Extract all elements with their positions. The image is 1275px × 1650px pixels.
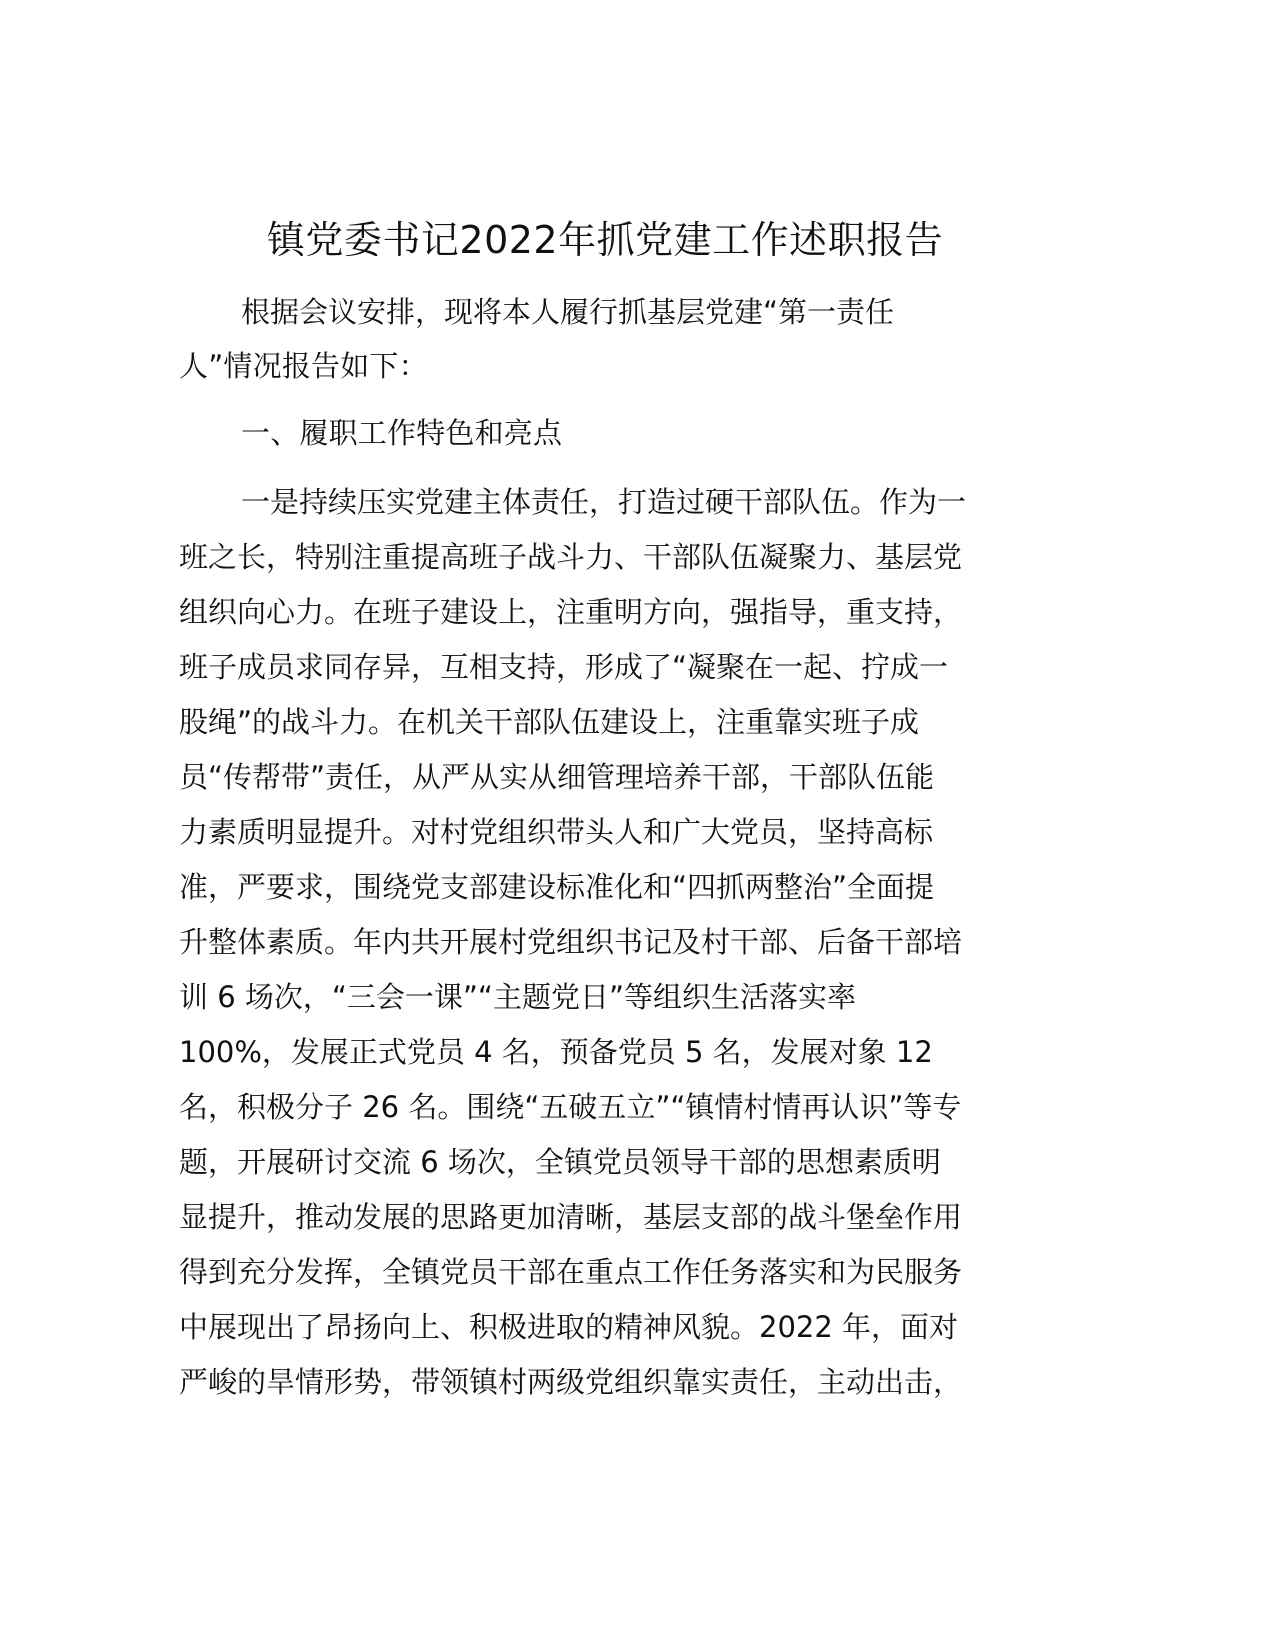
paragraph-line: 股绳”的战斗力。在机关干部队伍建设上，注重靠实班子成 [179,705,920,739]
paragraph-line: 一、履职工作特色和亮点 [241,416,563,450]
paragraph-line: 中展现出了昂扬向上、积极进取的精神风貌。2022 年，面对 [179,1310,959,1344]
paragraph-line: 力素质明显提升。对村党组织带头人和广大党员，坚持高标 [179,815,934,849]
paragraph-line: 显提升，推动发展的思路更加清晰，基层支部的战斗堡垒作用 [179,1200,963,1234]
paragraph-line: 班子成员求同存异，互相支持，形成了“凝聚在一起、拧成一 [179,650,949,684]
paragraph-line: 得到充分发挥，全镇党员干部在重点工作任务落实和为民服务 [179,1255,963,1289]
paragraph-line: 升整体素质。年内共开展村党组织书记及村干部、后备干部培 [179,925,963,959]
paragraph-line: 根据会议安排，现将本人履行抓基层党建“第一责任 [241,295,895,329]
paragraph-line: 严峻的旱情形势，带领镇村两级党组织靠实责任，主动出击， [179,1365,963,1399]
paragraph-line: 一是持续压实党建主体责任，打造过硬干部队伍。作为一 [241,485,967,519]
paragraph-line: 100%，发展正式党员 4 名，预备党员 5 名，发展对象 12 [179,1035,933,1069]
paragraph-line: 准，严要求，围绕党支部建设标准化和“四抓两整治”全面提 [179,870,935,904]
paragraph-line: 员“传帮带”责任，从严从实从细管理培养干部，干部队伍能 [179,760,935,794]
paragraph-line: 组织向心力。在班子建设上，注重明方向，强指导，重支持， [179,595,963,629]
paragraph-line: 名，积极分子 26 名。围绕“五破五立”“镇情村情再认识”等专 [179,1090,962,1124]
paragraph-line: 训 6 场次，“三会一课”“主题党日”等组织生活落实率 [179,980,856,1014]
paragraph-line: 班之长，特别注重提高班子战斗力、干部队伍凝聚力、基层党 [179,540,963,574]
document-title: 镇党委书记2022年抓党建工作述职报告 [266,218,944,262]
paragraph-line: 题，开展研讨交流 6 场次，全镇党员领导干部的思想素质明 [179,1145,941,1179]
paragraph-line: 人”情况报告如下： [179,349,428,383]
